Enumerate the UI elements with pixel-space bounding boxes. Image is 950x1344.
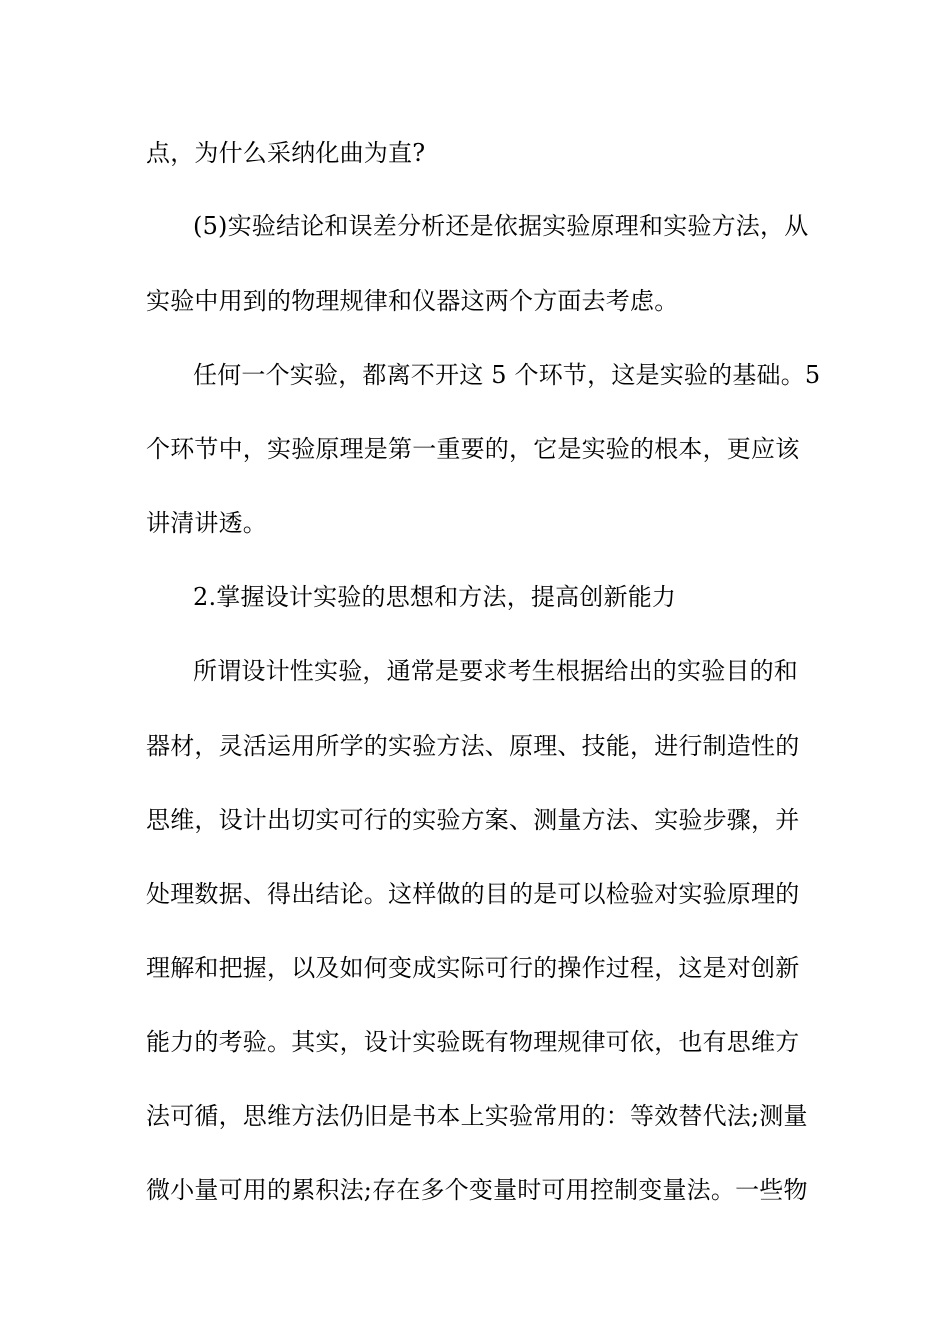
text-line: 能力的考验。其实，设计实验既有物理规律可依，也有思维方 — [146, 1028, 800, 1056]
text-line: 器材，灵活运用所学的实验方法、原理、技能，进行制造性的 — [146, 732, 800, 760]
text-line: 讲清讲透。 — [146, 509, 267, 537]
text-line: 理解和把握，以及如何变成实际可行的操作过程，这是对创新 — [146, 954, 800, 982]
text-line: 思维，设计出切实可行的实验方案、测量方法、实验步骤，并 — [146, 806, 800, 834]
text-line: 法可循，思维方法仍旧是书本上实验常用的：等效替代法;测量 — [146, 1102, 808, 1130]
text-line: 处理数据、得出结论。这样做的目的是可以检验对实验原理的 — [146, 880, 800, 908]
section-heading: 2.掌握设计实验的思想和方法，提高创新能力 — [193, 583, 677, 611]
text-line: 点，为什么采纳化曲为直? — [146, 139, 426, 167]
text-line: 所谓设计性实验，通常是要求考生根据给出的实验目的和 — [193, 657, 798, 685]
text-line: 个环节中，实验原理是第一重要的，它是实验的根本，更应该 — [146, 435, 800, 463]
text-line: 任何一个实验，都离不开这 5 个环节，这是实验的基础。5 — [193, 361, 821, 389]
text-line: 实验中用到的物理规律和仪器这两个方面去考虑。 — [146, 287, 679, 315]
text-line: (5)实验结论和误差分析还是依据实验原理和实验方法，从 — [193, 212, 809, 240]
text-line: 微小量可用的累积法;存在多个变量时可用控制变量法。一些物 — [146, 1176, 808, 1204]
